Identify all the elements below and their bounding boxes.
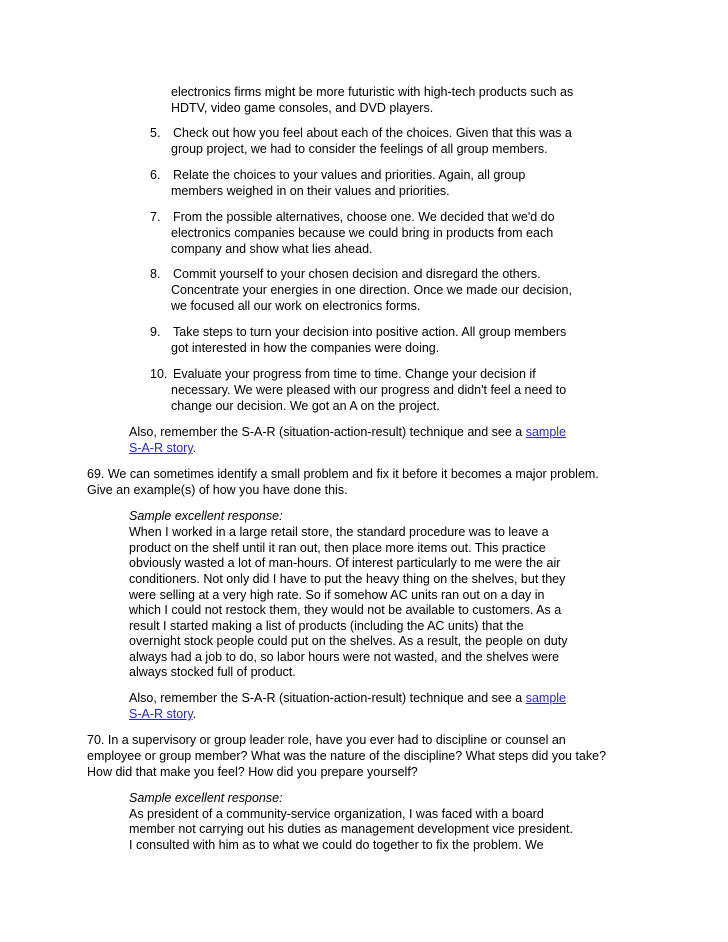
step-line: change our decision. We got an A on the project. — [171, 399, 440, 413]
sar-note-text: Also, remember the S-A-R (situation-action-result) technique and see a — [129, 691, 526, 705]
sar-note — [129, 691, 566, 706]
question-69-line: 69. We can sometimes identify a small problem and fix it before it becomes a major problem. — [87, 467, 599, 481]
sample-sar-story-link[interactable]: S-A-R story — [129, 707, 193, 721]
step-line: Evaluate your progress from time to time. Change your decision if — [173, 367, 536, 381]
sample-sar-story-link[interactable]: sample — [525, 425, 567, 439]
question-70-line: How did that make you feel? How did you prepare yourself? — [87, 765, 418, 779]
response-line: were selling at a very high rate. So if somehow AC units ran out on a day in — [129, 588, 545, 602]
continuation-line: HDTV, video game consoles, and DVD players. — [171, 101, 434, 115]
response-label: Sample excellent response: — [129, 509, 283, 523]
step-line: Check out how you feel about each of the choices. Given that this was a — [173, 126, 572, 140]
step-line: Concentrate your energies in one direction. Once we made our decision, — [171, 283, 572, 297]
response-line: I consulted with him as to what we could do together to fix the problem. We — [129, 838, 544, 852]
response-line: When I worked in a large retail store, the standard procedure was to leave a — [129, 525, 549, 539]
step-line: Relate the choices to your values and priorities. Again, all group — [173, 168, 526, 182]
question-70-line: employee or group member? What was the nature of the discipline? What steps did you take? — [87, 749, 607, 763]
step-number: 8. — [150, 267, 161, 281]
sar-note-suffix: . — [192, 707, 197, 721]
response-label: Sample excellent response: — [129, 791, 283, 805]
sample-sar-story-link[interactable]: sample — [525, 691, 567, 705]
step-line: necessary. We were pleased with our progress and didn't feel a need to — [171, 383, 567, 397]
response-line: obviously wasted a lot of man-hours. Of interest particularly to me were the air — [129, 556, 561, 570]
sar-note-cont — [129, 441, 196, 456]
sar-note-cont — [129, 707, 196, 722]
sar-note — [129, 425, 566, 440]
step-line: we focused all our work on electronics forms. — [171, 299, 421, 313]
step-line: electronics companies because we could bring in products from each — [171, 226, 554, 240]
sar-note-text: Also, remember the S-A-R (situation-action-result) technique and see a — [129, 425, 526, 439]
response-line: conditioners. Not only did I have to put the heavy thing on the shelves, but they — [129, 572, 566, 586]
sar-note-suffix: . — [192, 441, 197, 455]
response-line: always stocked full of product. — [129, 665, 296, 679]
question-69-line: Give an example(s) of how you have done this. — [87, 483, 348, 497]
response-line: always had a job to do, so labor hours were not wasted, and the shelves were — [129, 650, 560, 664]
response-line: member not carrying out his duties as management development vice president. — [129, 822, 573, 836]
step-number: 10. — [150, 367, 168, 381]
step-line: Take steps to turn your decision into positive action. All group members — [173, 325, 567, 339]
sample-sar-story-link[interactable]: S-A-R story — [129, 441, 193, 455]
step-line: got interested in how the companies were doing. — [171, 341, 440, 355]
step-line: company and show what lies ahead. — [171, 242, 373, 256]
response-line: As president of a community-service organization, I was faced with a board — [129, 807, 544, 821]
step-number: 5. — [150, 126, 161, 140]
step-number: 9. — [150, 325, 161, 339]
question-70-line: 70. In a supervisory or group leader role, have you ever had to discipline or counsel an — [87, 733, 566, 747]
continuation-line: electronics firms might be more futuristic with high-tech products such as — [171, 85, 574, 99]
step-line: members weighed in on their values and priorities. — [171, 184, 450, 198]
response-line: result I started making a list of products (including the AC units) that the — [129, 619, 524, 633]
step-line: Commit yourself to your chosen decision and disregard the others. — [173, 267, 541, 281]
step-number: 7. — [150, 210, 161, 224]
step-number: 6. — [150, 168, 161, 182]
step-line: From the possible alternatives, choose one. We decided that we'd do — [173, 210, 555, 224]
response-line: overnight stock people could put on the shelves. As a result, the people on duty — [129, 634, 568, 648]
response-line: which I could not restock them, they would not be available to customers. As a — [129, 603, 562, 617]
response-line: product on the shelf until it ran out, then place more items out. This practice — [129, 541, 546, 555]
step-line: group project, we had to consider the feelings of all group members. — [171, 142, 548, 156]
